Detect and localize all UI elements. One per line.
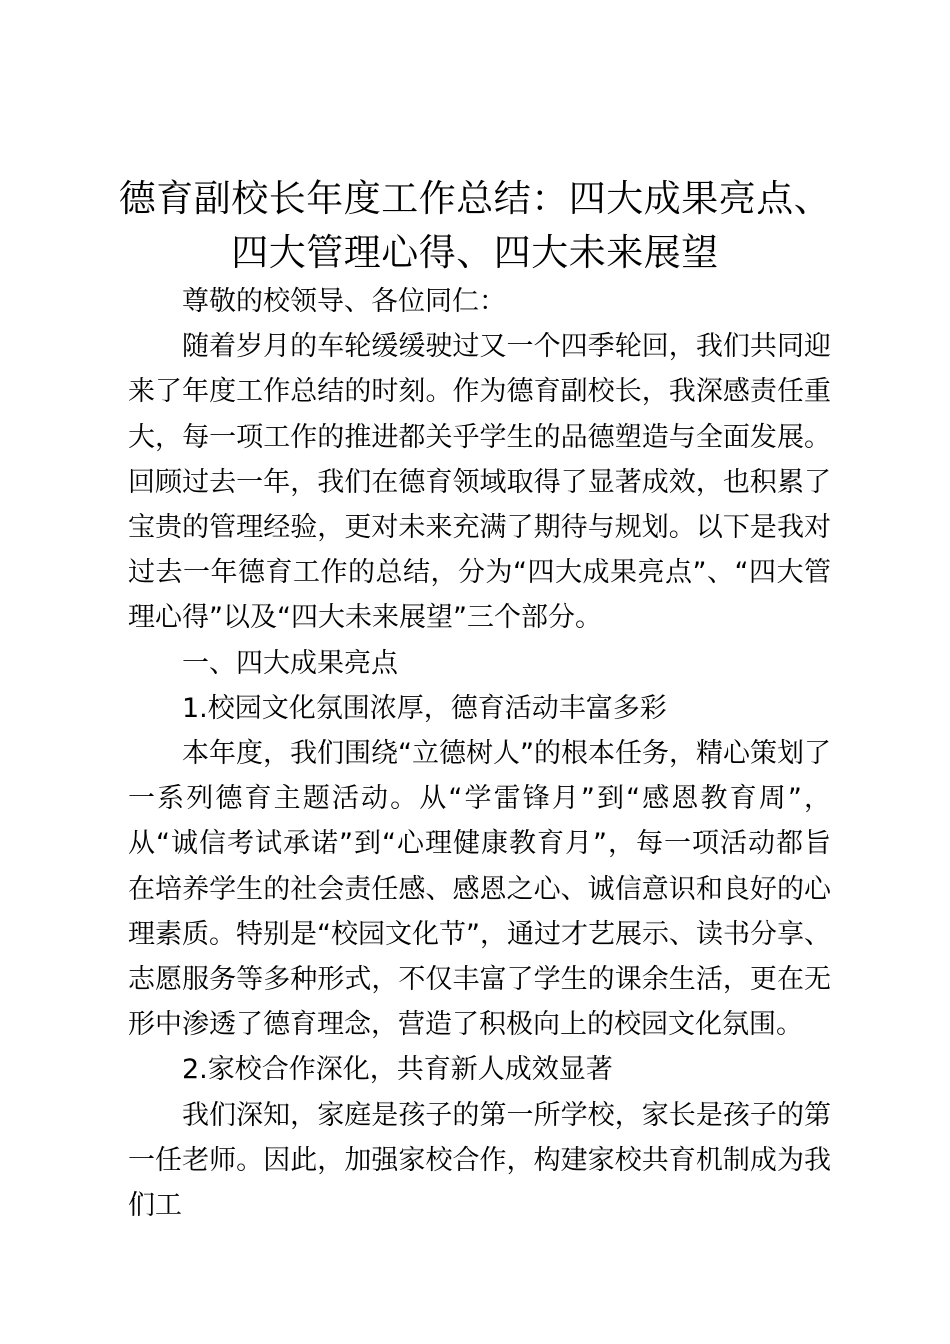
subsection-heading: 2.家校合作深化，共育新人成效显著 [182, 1054, 613, 1086]
salutation-paragraph: 尊敬的校领导、各位同仁： [182, 286, 506, 317]
body-paragraph: 我们深知，家庭是孩子的第一所学校，家长是孩子的第一任老师。因此，加强家校合作，构建家校共育机制成为我们工 [128, 1099, 831, 1222]
subsection-heading: 1.校园文化氛围浓厚，德育活动丰富多彩 [182, 692, 667, 724]
document-body [128, 279, 831, 1228]
document-title: 德育副校长年度工作总结：四大成果亮点、四大管理心得、四大未来展望 [118, 177, 832, 274]
section-heading: 一、四大成果亮点 [182, 647, 398, 679]
intro-paragraph: 随着岁月的车轮缓缓驶过又一个四季轮回，我们共同迎来了年度工作总结的时刻。作为德育副校长，我深感责任重大，每一项工作的推进都关乎学生的品德塑造与全面发展。回顾过去一年，我们在德育领域取得了显著成效，也积累了宝贵的管理经验，更对未来充满了期待与规划。以下是我对过去一年德育工作的总结，分为“四大成果亮点”、“四大管理心得”以及“四大未来展望”三个部分。 [128, 331, 831, 634]
body-paragraph: 本年度，我们围绕“立德树人”的根本任务，精心策划了一系列德育主题活动。从“学雷锋月”到“感恩教育周”，从“诚信考试承诺”到“心理健康教育月”，每一项活动都旨在培养学生的社会责任感、感恩之心、诚信意识和良好的心理素质。特别是“校园文化节”，通过才艺展示、读书分享、志愿服务等多种形式，不仅丰富了学生的课余生活，更在无形中渗透了德育理念，营造了积极向上的校园文化氛围。 [128, 738, 831, 1041]
